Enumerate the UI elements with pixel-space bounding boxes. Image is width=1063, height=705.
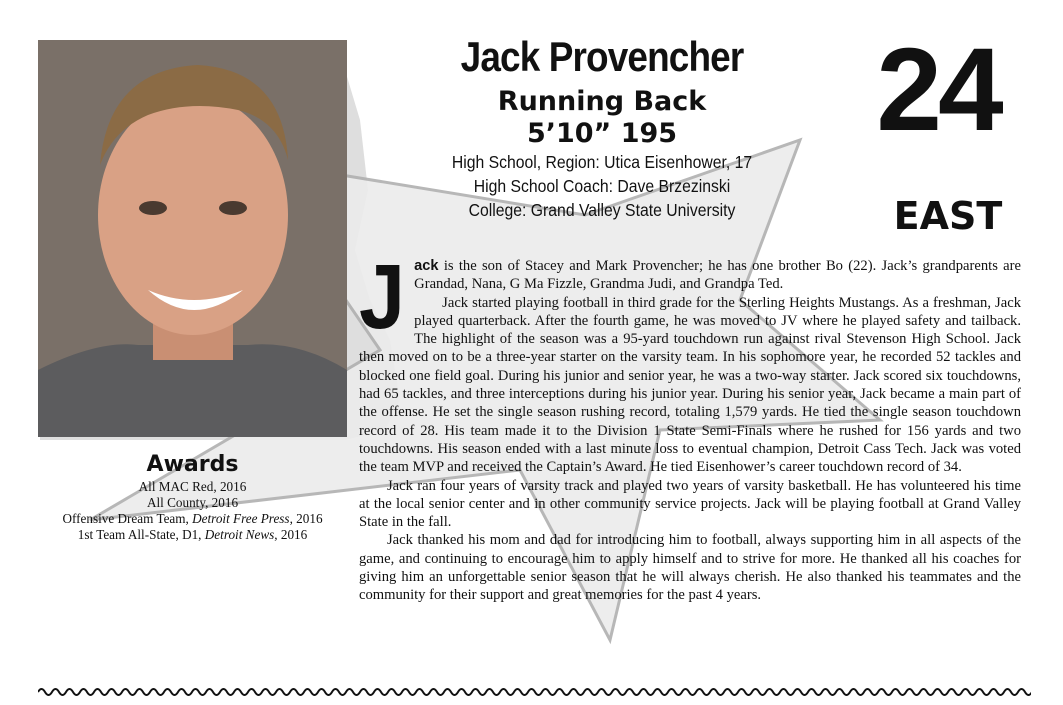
award-item: All MAC Red, 2016 xyxy=(138,479,247,494)
player-college: College: Grand Valley State University xyxy=(468,200,736,220)
award-source: Detroit Free Press xyxy=(192,511,290,526)
player-height-weight: 5’10” 195 xyxy=(526,118,678,149)
bio-paragraph: ack is the son of Stacey and Mark Provencher; he has one brother Bo (22). Jack’s grandparents are Grandad, Nana, G Ma Fizzle, Grandma Judi, and Grandpa Ted. xyxy=(414,258,1021,293)
player-school: High School, Region: Utica Eisenhower, 17 xyxy=(451,152,753,172)
jersey-number: 24 xyxy=(876,24,1000,156)
bio-paragraph: Jack started playing football in third grade for the Sterling Heights Mustangs. As a freshman, Jack played quarterback. After the fourth game, he was moved to JV where he played safety and tailback. The highlight of the season was a 95-yard touchdown run against rival Stevenson High School. Jack then moved on to be a three-year starter on the varsity team. In his sophomore year, he recorded 52 tackles and blocked one field goal. During his junior and senior year, he was a two-way starter. Jack scored six touchdowns, had 65 tackles, and three interceptions during his junior year. During his senior year, Jack became a main part of the offense. He set the single season rushing record, totaling 1,579 yards. He tied the single season touchdown record of 28. His team made it to the Division 1 State Semi-Finals where he rushed for 156 yards and two touchdowns. His season ended with a last minute loss to eventual champion, Detroit Cass Tech. Jack was voted the team MVP and received the Captain’s Award. He tied Eisenhower’s career touchdown record of 34. xyxy=(359,294,1021,476)
player-bio xyxy=(359,246,1021,605)
bio-paragraph: Jack ran four years of varsity track and played two years of varsity basketball. He has volunteered his time at the local senior center and in other community service projects. Jack will be playing football at Grand Valley State in the fall. xyxy=(359,477,1021,531)
team-label: EAST xyxy=(893,194,1003,238)
player-position: Running Back xyxy=(497,86,707,117)
award-source: Detroit News xyxy=(204,527,275,542)
awards-title: Awards xyxy=(146,452,239,477)
drop-cap: J xyxy=(359,246,406,348)
awards-section xyxy=(40,452,345,543)
player-coach: High School Coach: Dave Brzezinski xyxy=(473,176,731,196)
player-header xyxy=(400,32,804,222)
award-item: 1st Team All-State, D1, Detroit News, 2016 xyxy=(77,527,308,542)
bio-lead: ack xyxy=(414,258,439,274)
award-item: All County, 2016 xyxy=(146,495,239,510)
player-name: Jack Provencher xyxy=(460,33,744,80)
award-item: Offensive Dream Team, Detroit Free Press, 2016 xyxy=(62,511,323,526)
wavy-divider xyxy=(38,684,1031,700)
player-photo xyxy=(38,40,347,437)
bio-paragraph: Jack thanked his mom and dad for introducing him to football, always supporting him in all aspects of the game, and continuing to encourage him to apply himself and to strive for more. He thanked all his coaches for giving him an unforgettable senior season that he will always cherish. He also thanked his teammates and the community for their support and great memories for the past 4 years. xyxy=(359,532,1021,604)
